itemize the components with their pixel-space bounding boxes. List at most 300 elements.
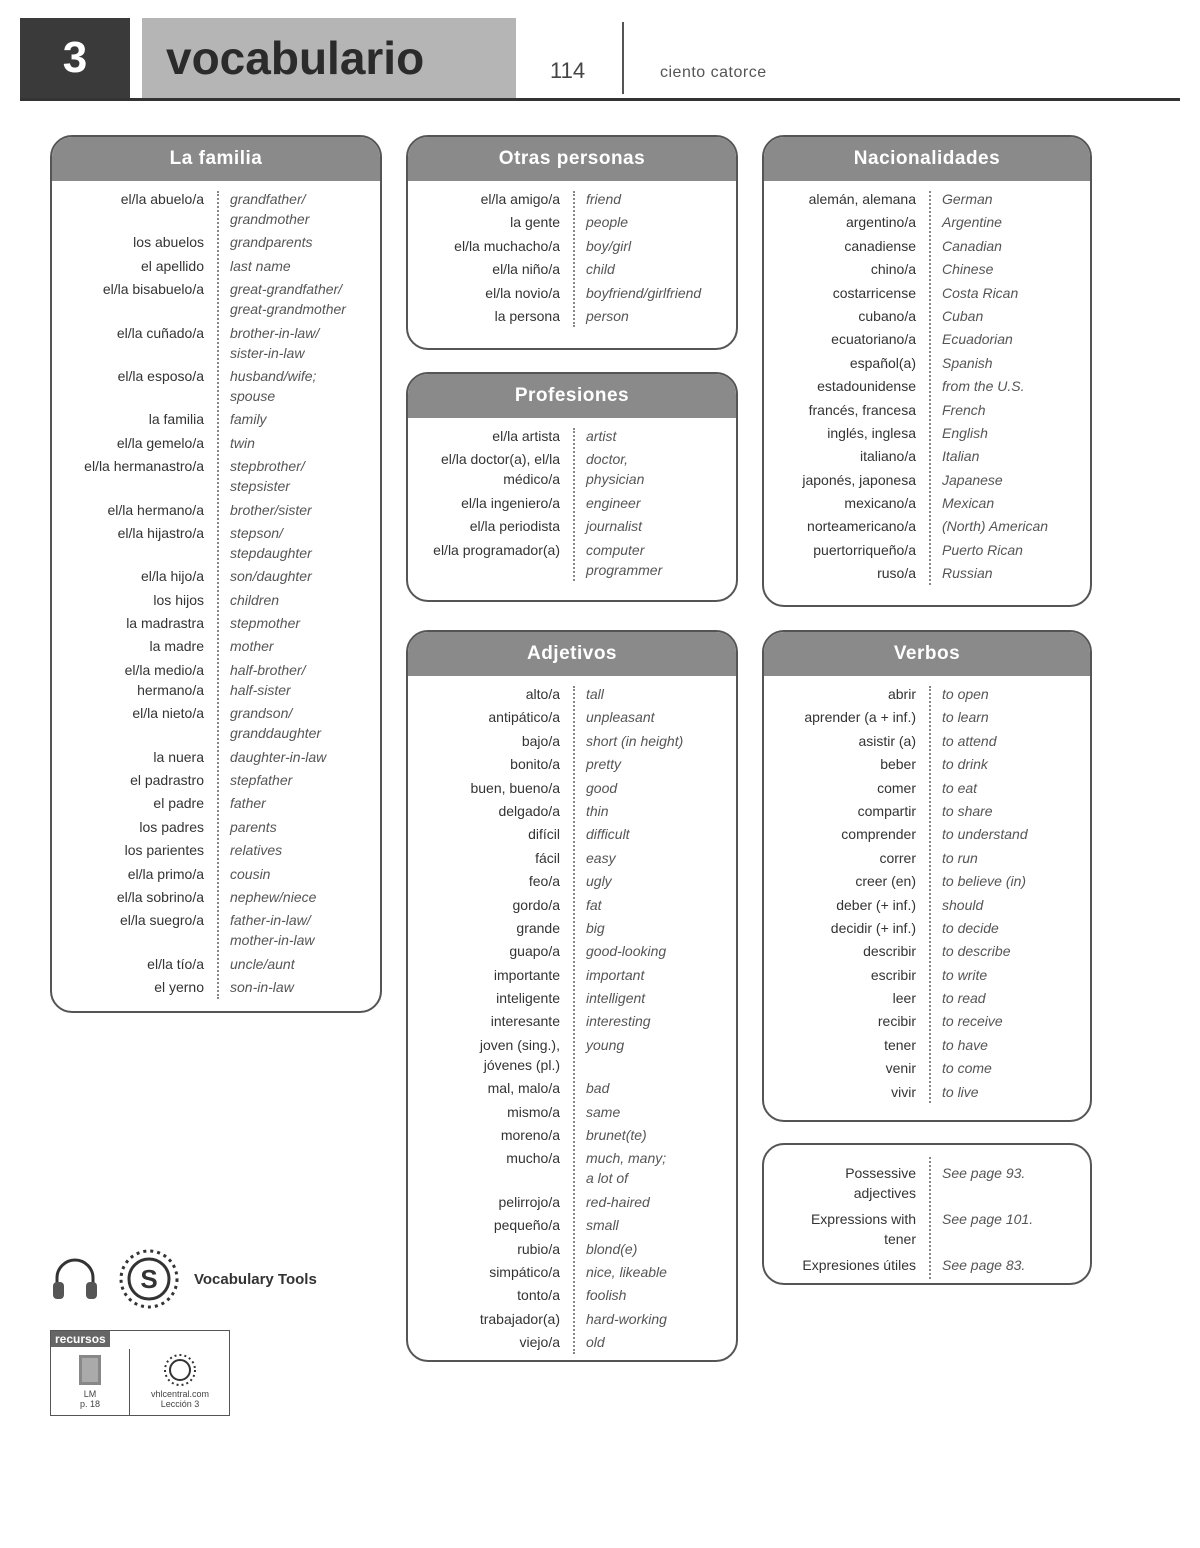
english-translation: children <box>230 591 280 608</box>
page-title: vocabulario <box>142 18 516 98</box>
lab-manual-cell[interactable] <box>51 1349 130 1415</box>
spanish-term: alemán, alemana <box>808 191 916 207</box>
english-translation: doctor, physician <box>586 451 645 488</box>
english-translation: brunet(te) <box>586 1127 647 1144</box>
english-translation: half-brother/ half-sister <box>230 661 306 698</box>
spanish-term: recibir <box>877 1013 916 1030</box>
vocab-row <box>408 1239 736 1259</box>
english-translation: from the U.S. <box>942 378 1025 395</box>
vocab-row <box>52 409 380 429</box>
spanish-term: el/la novio/a <box>485 284 560 301</box>
otras-personas-box <box>406 135 738 350</box>
vocab-row <box>408 1011 736 1031</box>
spanish-term: la persona <box>494 307 560 324</box>
spanish-term: el/la medio/a hermano/a <box>124 661 204 698</box>
english-translation: to have <box>942 1036 988 1053</box>
english-translation: to write <box>942 966 988 983</box>
vocab-row <box>408 965 736 985</box>
vocab-row <box>764 1082 1090 1102</box>
nacionalidades-title: Nacionalidades <box>764 137 1090 181</box>
english-translation: to believe (in) <box>942 873 1027 890</box>
spanish-term: el/la hijastro/a <box>117 524 204 541</box>
spanish-term: los hijos <box>153 591 204 608</box>
profesiones-box <box>406 372 738 602</box>
vocab-row <box>764 423 1090 443</box>
english-translation: same <box>586 1103 621 1120</box>
english-translation: stepfather <box>230 772 293 789</box>
spanish-term: el/la muchacho/a <box>454 237 560 254</box>
vocab-row <box>764 941 1090 961</box>
spanish-term: la gente <box>510 214 560 231</box>
spanish-term: Possessive adjectives <box>845 1165 916 1201</box>
vocabulary-tools[interactable] <box>50 1248 317 1310</box>
vocab-row <box>408 189 736 209</box>
english-translation: computer programmer <box>586 541 663 578</box>
vocab-row <box>408 1125 736 1145</box>
vocab-row <box>408 1148 736 1188</box>
english-translation: foolish <box>586 1287 627 1304</box>
english-translation: son/daughter <box>230 568 312 585</box>
english-translation: grandparents <box>230 234 313 251</box>
spanish-term: leer <box>892 990 916 1007</box>
english-translation: Costa Rican <box>942 284 1019 301</box>
vocab-row <box>408 1035 736 1075</box>
spanish-term: pelirrojo/a <box>498 1193 560 1210</box>
english-translation: great-grandfather/ great-grandmother <box>230 281 346 318</box>
spanish-term: el/la gemelo/a <box>116 434 204 451</box>
verbos-title: Verbos <box>764 632 1090 676</box>
english-translation: to live <box>942 1083 979 1100</box>
spanish-term: el padrastro <box>130 772 204 789</box>
english-translation: bad <box>586 1080 610 1097</box>
vocab-row <box>764 848 1090 868</box>
spanish-term: deber (+ inf.) <box>836 896 916 913</box>
english-translation: old <box>586 1334 605 1351</box>
familia-list <box>52 181 380 1007</box>
english-translation: boy/girl <box>586 237 632 254</box>
vocab-row <box>764 353 1090 373</box>
spanish-term: el/la periodista <box>469 518 560 535</box>
english-translation: Puerto Rican <box>942 541 1023 558</box>
lesson-number: 3 <box>20 18 130 98</box>
spanish-term: describir <box>863 943 916 960</box>
english-translation: Spanish <box>942 354 993 371</box>
english-translation: husband/wife; spouse <box>230 367 317 404</box>
spanish-term: mal, malo/a <box>487 1080 560 1097</box>
spanish-term: el yerno <box>154 979 204 996</box>
vocab-row <box>52 770 380 790</box>
english-translation: Argentine <box>942 214 1002 231</box>
spanish-term: el/la doctor(a), el/la médico/a <box>440 451 560 488</box>
spanish-term: el/la hermanastro/a <box>84 458 204 475</box>
english-translation: See page 93. <box>942 1165 1026 1181</box>
spanish-term: viejo/a <box>519 1334 560 1351</box>
english-translation: to read <box>942 990 986 1007</box>
spanish-term: canadiense <box>844 237 916 254</box>
english-translation: person <box>586 307 629 324</box>
vocab-row <box>408 426 736 446</box>
spanish-term: tonto/a <box>517 1287 560 1304</box>
vocab-row <box>52 910 380 950</box>
english-translation: French <box>942 401 986 418</box>
english-translation: engineer <box>586 494 641 511</box>
english-translation: father <box>230 795 266 812</box>
verbos-box <box>762 630 1092 1122</box>
spanish-term: rubio/a <box>517 1240 560 1257</box>
english-translation: See page 101. <box>942 1211 1034 1227</box>
spanish-term: el/la artista <box>492 428 560 444</box>
english-translation: brother-in-law/ sister-in-law <box>230 324 320 361</box>
english-translation: brother/sister <box>230 501 312 518</box>
vocab-row <box>408 801 736 821</box>
vocab-row <box>408 283 736 303</box>
vocab-row <box>52 864 380 884</box>
spanish-term: japonés, japonesa <box>802 471 916 488</box>
adjetivos-list <box>408 676 736 1362</box>
spanish-term: correr <box>879 849 916 866</box>
spanish-term: la madrastra <box>126 615 204 632</box>
english-translation: to decide <box>942 919 999 936</box>
vocab-row <box>764 707 1090 727</box>
book-icon <box>75 1353 105 1387</box>
spanish-term: los padres <box>139 818 204 835</box>
spanish-term: la madre <box>149 638 204 655</box>
spanish-term: norteamericano/a <box>807 518 916 535</box>
vocab-row <box>764 283 1090 303</box>
english-translation: son-in-law <box>230 979 294 996</box>
english-translation: to attend <box>942 732 997 749</box>
spanish-term: feo/a <box>528 873 560 890</box>
spanish-term: antipático/a <box>488 709 560 726</box>
familia-title: La familia <box>52 137 380 181</box>
supersite-small-icon <box>163 1353 197 1387</box>
vocab-row <box>52 189 380 229</box>
english-translation: nice, likeable <box>586 1263 667 1280</box>
vocab-row <box>52 636 380 656</box>
spanish-term: costarricense <box>832 284 916 301</box>
vocab-row <box>764 470 1090 490</box>
english-translation: easy <box>586 849 616 866</box>
website-cell[interactable] <box>130 1349 230 1415</box>
spanish-term: la familia <box>148 411 204 428</box>
english-translation: to come <box>942 1060 992 1077</box>
english-translation: unpleasant <box>586 709 655 726</box>
cross-reference-box <box>762 1143 1092 1285</box>
vocab-row <box>764 965 1090 985</box>
english-translation: twin <box>230 434 255 451</box>
spanish-term: escribir <box>870 966 916 983</box>
vocab-row <box>408 988 736 1008</box>
vocab-row <box>764 1255 1090 1275</box>
spanish-term: fácil <box>535 849 560 866</box>
english-translation: daughter-in-law <box>230 748 327 765</box>
vocab-row <box>408 1215 736 1235</box>
cross-reference-list <box>764 1145 1090 1287</box>
vocab-row <box>408 895 736 915</box>
spanish-term: los abuelos <box>133 234 204 251</box>
vocab-row <box>408 1309 736 1329</box>
adjetivos-title: Adjetivos <box>408 632 736 676</box>
vocab-row <box>408 1192 736 1212</box>
supersite-icon[interactable] <box>118 1248 180 1310</box>
spanish-term: simpático/a <box>489 1263 560 1280</box>
spanish-term: aprender (a + inf.) <box>804 709 916 726</box>
vocab-row <box>52 566 380 586</box>
vocab-row <box>408 707 736 727</box>
english-translation: important <box>586 966 645 983</box>
spanish-term: decidir (+ inf.) <box>830 919 916 936</box>
spanish-term: bajo/a <box>521 732 560 749</box>
english-translation: father-in-law/ mother-in-law <box>230 912 315 949</box>
spanish-term: grande <box>516 919 560 936</box>
spanish-term: vivir <box>891 1083 916 1100</box>
vocab-row <box>764 895 1090 915</box>
vocab-row <box>764 1058 1090 1078</box>
spanish-term: francés, francesa <box>808 401 916 418</box>
english-translation: to open <box>942 686 989 702</box>
english-translation: Russian <box>942 565 993 582</box>
vocab-row <box>408 918 736 938</box>
vocab-row <box>408 1332 736 1352</box>
english-translation: intelligent <box>586 990 646 1007</box>
english-translation: big <box>586 919 605 936</box>
english-translation: to run <box>942 849 978 866</box>
english-translation: fat <box>586 896 602 913</box>
spanish-term: Expressions with tener <box>810 1211 916 1247</box>
spanish-term: comprender <box>841 826 916 843</box>
vocab-row <box>408 259 736 279</box>
english-translation: boyfriend/girlfriend <box>586 284 702 301</box>
english-translation: hard-working <box>586 1310 667 1327</box>
vocab-row <box>52 977 380 997</box>
spanish-term: venir <box>885 1060 916 1077</box>
spanish-term: español(a) <box>849 354 916 371</box>
vocab-row <box>52 590 380 610</box>
page-number-text: ciento catorce <box>660 64 767 81</box>
vocab-row <box>764 212 1090 232</box>
spanish-term: tener <box>884 1036 916 1053</box>
spanish-term: bonito/a <box>510 756 560 773</box>
spanish-term: chino/a <box>870 261 916 278</box>
vocab-row <box>408 1078 736 1098</box>
spanish-term: asistir (a) <box>858 732 916 749</box>
english-translation: mother <box>230 638 274 655</box>
spanish-term: pequeño/a <box>493 1217 560 1234</box>
english-translation: nephew/niece <box>230 888 317 905</box>
english-translation: interesting <box>586 1013 651 1030</box>
spanish-term: italiano/a <box>859 448 916 465</box>
spanish-term: estadounidense <box>817 378 916 395</box>
english-translation: uncle/aunt <box>230 955 295 972</box>
english-translation: English <box>942 424 988 441</box>
english-translation: Cuban <box>942 307 984 324</box>
vocab-row <box>408 684 736 704</box>
spanish-term: inglés, inglesa <box>827 424 916 441</box>
website-lesson: Lección 3 <box>160 1399 200 1409</box>
page-number: 114 <box>550 58 586 83</box>
vocab-row <box>764 540 1090 560</box>
otras-personas-title: Otras personas <box>408 137 736 181</box>
english-translation: much, many; a lot of <box>586 1150 667 1187</box>
spanish-term: el/la ingeniero/a <box>461 494 560 511</box>
vocab-row <box>764 493 1090 513</box>
english-translation: to learn <box>942 709 989 726</box>
vocab-row <box>764 1035 1090 1055</box>
lab-manual-label: LM <box>83 1389 97 1399</box>
english-translation: pretty <box>586 756 622 773</box>
english-translation: cousin <box>230 865 271 882</box>
header-divider <box>622 22 624 94</box>
vocab-row <box>408 824 736 844</box>
lab-manual-page: p. 18 <box>79 1399 101 1409</box>
spanish-term: compartir <box>857 802 916 819</box>
vocab-row <box>764 824 1090 844</box>
spanish-term: el/la amigo/a <box>480 191 560 207</box>
vocab-row <box>52 323 380 363</box>
spanish-term: puertorriqueño/a <box>813 541 916 558</box>
spanish-term: el padre <box>153 795 204 812</box>
spanish-term: comer <box>877 779 916 796</box>
spanish-term: joven (sing.), jóvenes (pl.) <box>479 1036 560 1073</box>
spanish-term: importante <box>493 966 560 983</box>
english-translation: people <box>586 214 629 231</box>
spanish-term: trabajador(a) <box>479 1310 560 1327</box>
english-translation: to understand <box>942 826 1028 843</box>
vocab-row <box>52 366 380 406</box>
vocab-row <box>764 918 1090 938</box>
english-translation: good <box>586 779 618 796</box>
spanish-term: difícil <box>528 826 560 843</box>
vocab-row <box>764 376 1090 396</box>
spanish-term: interesante <box>490 1013 560 1030</box>
vocab-row <box>764 1163 1090 1203</box>
header-rule <box>20 98 1180 101</box>
english-translation: good-looking <box>586 943 667 960</box>
spanish-term: abrir <box>887 686 916 702</box>
spanish-term: el/la nieto/a <box>132 705 204 722</box>
english-translation: to share <box>942 802 993 819</box>
vocab-row <box>764 871 1090 891</box>
english-translation: last name <box>230 257 291 274</box>
vocab-row <box>408 493 736 513</box>
english-translation: Mexican <box>942 495 995 512</box>
english-translation: to describe <box>942 943 1011 960</box>
english-translation: Japanese <box>942 471 1003 488</box>
recursos-tag: recursos <box>51 1331 110 1347</box>
english-translation: small <box>586 1217 619 1234</box>
spanish-term: cubano/a <box>858 307 916 324</box>
english-translation: stepson/ stepdaughter <box>230 524 312 561</box>
vocab-row <box>764 684 1090 704</box>
spanish-term: moreno/a <box>500 1127 560 1144</box>
english-translation: to drink <box>942 756 988 773</box>
vocab-row <box>764 731 1090 751</box>
vocab-row <box>408 212 736 232</box>
english-translation: See page 83. <box>942 1257 1026 1273</box>
spanish-term: ruso/a <box>877 565 916 582</box>
english-translation: short (in height) <box>586 732 684 749</box>
vocab-row <box>52 793 380 813</box>
website-url: vhlcentral.com <box>150 1389 210 1399</box>
spanish-term: el/la cuñado/a <box>116 324 204 341</box>
vocab-row <box>52 887 380 907</box>
vocab-row <box>764 400 1090 420</box>
vocab-row <box>52 456 380 496</box>
vocab-row <box>408 754 736 774</box>
english-translation: parents <box>230 818 277 835</box>
vocab-row <box>408 306 736 326</box>
spanish-term: el/la niño/a <box>492 261 560 278</box>
vocab-row <box>52 660 380 700</box>
vocab-row <box>764 988 1090 1008</box>
vocab-row <box>52 256 380 276</box>
english-translation: child <box>586 261 615 278</box>
vocab-row <box>52 279 380 319</box>
english-translation: young <box>586 1036 625 1053</box>
spanish-term: el/la tío/a <box>147 955 204 972</box>
vocab-row <box>408 1262 736 1282</box>
english-translation: stepbrother/ stepsister <box>230 458 305 495</box>
vocab-row <box>408 540 736 580</box>
vocab-row <box>52 500 380 520</box>
vocab-row <box>408 941 736 961</box>
verbos-list <box>764 676 1090 1111</box>
vocab-row <box>764 236 1090 256</box>
spanish-term: la nuera <box>153 748 204 765</box>
english-translation: blond(e) <box>586 1240 638 1257</box>
vocab-row <box>764 189 1090 209</box>
vocab-row <box>52 817 380 837</box>
spanish-term: mucho/a <box>506 1150 560 1167</box>
spanish-term: beber <box>880 756 916 773</box>
otras-personas-list <box>408 181 736 335</box>
english-translation: tall <box>586 686 604 702</box>
vocab-row <box>764 778 1090 798</box>
vocab-row <box>408 449 736 489</box>
vocab-row <box>764 516 1090 536</box>
profesiones-list <box>408 418 736 589</box>
english-translation: thin <box>586 802 609 819</box>
vocab-row <box>408 516 736 536</box>
spanish-term: mismo/a <box>507 1103 560 1120</box>
english-translation: artist <box>586 428 617 444</box>
english-translation: grandson/ granddaughter <box>230 705 322 742</box>
spanish-term: Expresiones útiles <box>802 1257 916 1273</box>
english-translation: grandfather/ grandmother <box>230 191 310 227</box>
spanish-term: buen, bueno/a <box>470 779 560 796</box>
english-translation: Chinese <box>942 261 994 278</box>
spanish-term: argentino/a <box>845 214 916 231</box>
vocab-row <box>52 433 380 453</box>
headphones-icon[interactable] <box>50 1256 100 1302</box>
vocab-row <box>764 446 1090 466</box>
vocab-row <box>764 563 1090 583</box>
english-translation: journalist <box>586 518 643 535</box>
spanish-term: el apellido <box>140 257 204 274</box>
english-translation: ugly <box>586 873 612 890</box>
english-translation: to eat <box>942 779 978 796</box>
english-translation: difficult <box>586 826 630 843</box>
recursos-box <box>50 1330 230 1416</box>
supersite-letter: S <box>140 1264 158 1294</box>
vocab-row <box>764 1011 1090 1031</box>
english-translation: Canadian <box>942 237 1002 254</box>
english-translation: relatives <box>230 842 283 859</box>
spanish-term: el/la hermano/a <box>107 501 204 518</box>
nacionalidades-box <box>762 135 1092 607</box>
spanish-term: guapo/a <box>509 943 560 960</box>
adjetivos-box <box>406 630 738 1362</box>
